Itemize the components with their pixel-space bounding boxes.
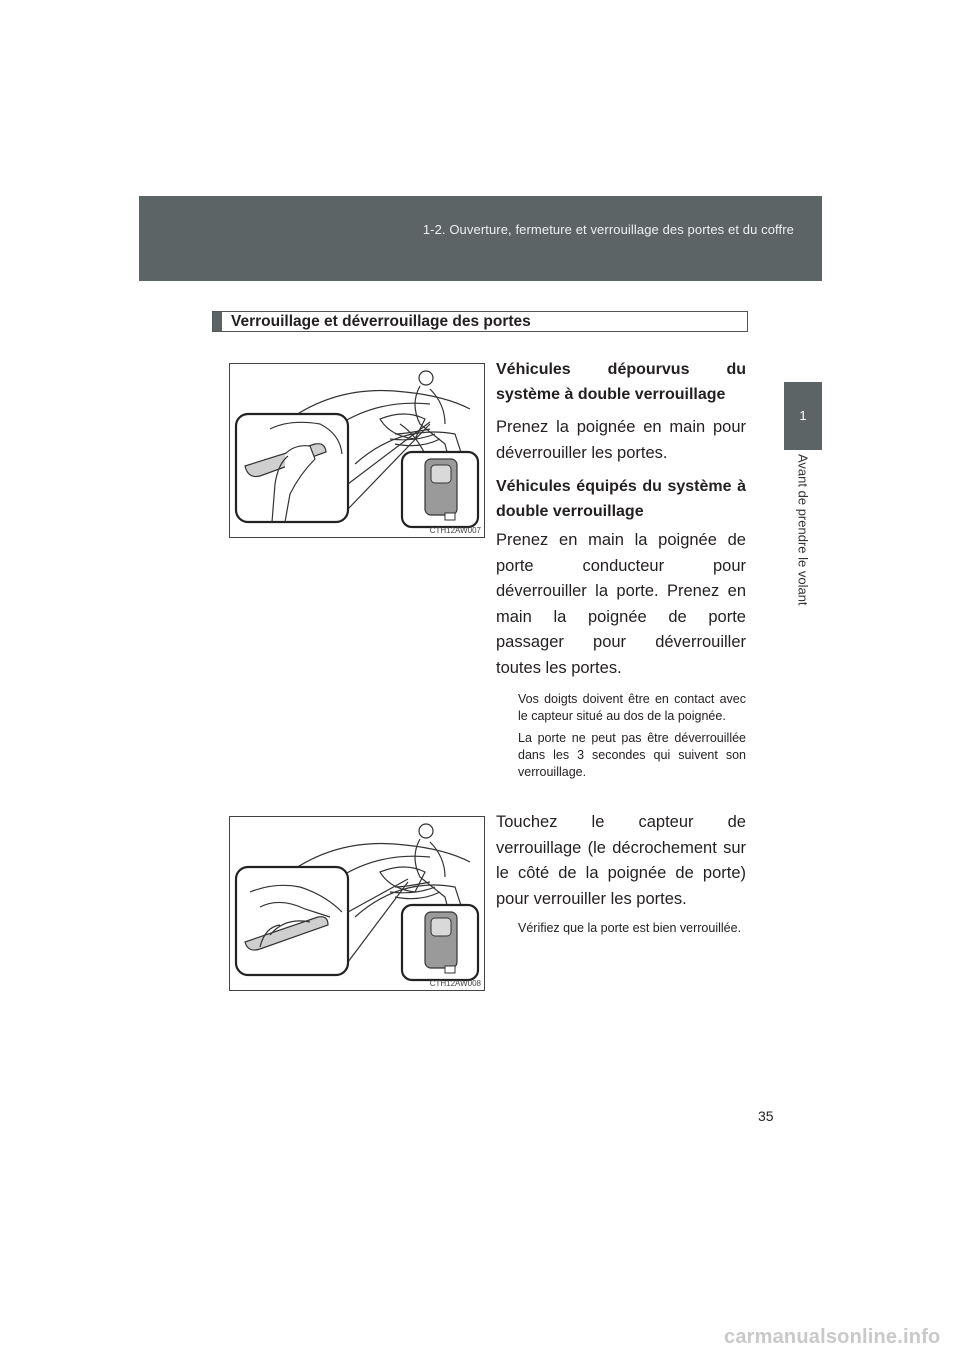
- figure-code: CTH12AW008: [429, 979, 481, 988]
- paragraph-lock: Touchez le capteur de verrouillage (le décrochement sur le côté de la poignée de porte) pour verrouiller les portes.: [496, 813, 746, 908]
- section-title: [212, 311, 748, 332]
- chapter-tab: [784, 382, 822, 450]
- figure-unlock-illustration: [229, 363, 485, 538]
- page-number: 35: [758, 1108, 774, 1124]
- note-verify-lock: Vérifiez que la porte est bien verrouillée.: [518, 921, 742, 935]
- text-column-1: [496, 357, 746, 781]
- note-sensor-contact: Vos doigts doivent être en contact avec le capteur situé au dos de la poignée.: [518, 692, 746, 723]
- paragraph-double-lock: Prenez en main la poignée de porte conducteur pour déverrouiller la porte. Prenez en main la poignée de porte passager pour déverrouiller toutes les portes.: [496, 531, 746, 677]
- chapter-label-container: [784, 454, 822, 634]
- breadcrumb: 1-2. Ouverture, fermeture et verrouillage des portes et du coffre: [422, 222, 794, 237]
- text-column-2: [496, 810, 746, 937]
- car-door-lock-illustration: [230, 817, 486, 992]
- watermark: carmanualsonline.info: [724, 1326, 941, 1348]
- figure-code: CTH12AW007: [429, 526, 481, 535]
- figure-lock-illustration: [229, 816, 485, 991]
- car-door-unlock-illustration: [230, 364, 486, 539]
- heading-no-double-lock: Véhicules dépourvus du système à double verrouillage: [496, 361, 746, 403]
- header-band: [139, 196, 822, 281]
- heading-double-lock: Véhicules équipés du système à double verrouillage: [496, 478, 746, 520]
- chapter-label: Avant de prendre le volant: [795, 454, 811, 606]
- paragraph-unlock: Prenez la poignée en main pour déverrouiller les portes.: [496, 418, 746, 462]
- section-title-text: Verrouillage et déverrouillage des portes: [231, 313, 531, 330]
- note-unlock-delay: La porte ne peut pas être déverrouillée dans les 3 secondes qui suivent son verrouillage.: [518, 731, 746, 779]
- section-title-bar: [213, 312, 222, 331]
- chapter-number: 1: [799, 408, 807, 423]
